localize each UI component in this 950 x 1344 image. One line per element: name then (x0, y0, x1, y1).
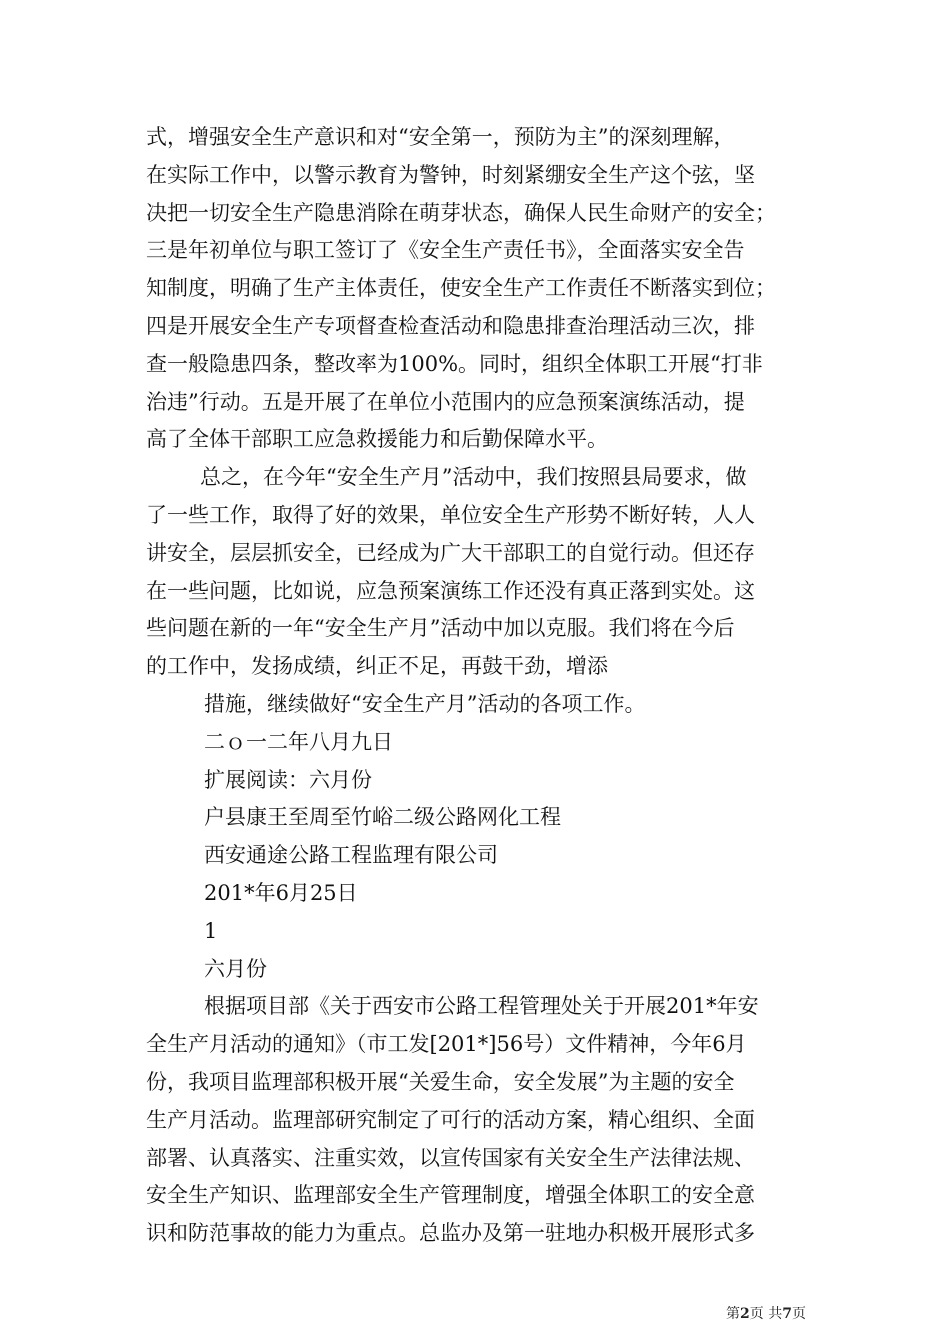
page-footer (640, 1305, 806, 1323)
text-line: 全生产月活动的通知》（市工发[201*]56号）文件精神，今年6月 (146, 1032, 747, 1057)
footer-prefix: 第 (726, 1306, 741, 1322)
current-page-number: 2 (740, 1306, 750, 1322)
report-date: 201*年6月25日 (204, 880, 358, 905)
text-line: 三是年初单位与职工签订了《安全生产责任书》，全面落实安全告 (146, 238, 745, 263)
text-line: 识和防范事故的能力为重点。总监办及第一驻地办积极开展形式多 (146, 1221, 755, 1246)
text-line: 决把一切安全生产隐患消除在萌芽状态，确保人民生命财产的安全； (146, 200, 776, 225)
text-line: 生产月活动。监理部研究制定了可行的活动方案，精心组织、全面 (146, 1107, 755, 1132)
text-line: 知制度，明确了生产主体责任，使安全生产工作责任不断落实到位； (146, 276, 776, 301)
text-line: 的工作中，发扬成绩，纠正不足，再鼓干劲，增添 (146, 654, 608, 679)
text-line: 份，我项目监理部积极开展“关爱生命，安全发展”为主题的安全 (146, 1069, 735, 1094)
text-line: 了一些工作，取得了好的效果，单位安全生产形势不断好转，人人 (146, 502, 755, 527)
text-line: 在一些问题，比如说，应急预案演练工作还没有真正落到实处。这 (146, 578, 755, 603)
footer-suffix: 页 (792, 1306, 806, 1322)
footer-middle: 页 共 (749, 1306, 783, 1322)
text-line: 治违”行动。五是开展了在单位小范围内的应急预案演练活动，提 (146, 389, 745, 414)
text-line: 根据项目部《关于西安市公路工程管理处关于开展201*年安 (204, 994, 759, 1019)
project-name: 户县康王至周至竹峪二级公路网化工程 (204, 805, 561, 830)
text-line: 式，增强安全生产意识和对“安全第一，预防为主”的深刻理解， (146, 125, 735, 149)
text-line: 措施，继续做好“安全生产月”活动的各项工作。 (204, 691, 646, 716)
date-line: 二ｏ一二年八月九日 (204, 729, 393, 754)
text-line: 四是开展安全生产专项督查检查活动和隐患排查治理活动三次，排 (146, 313, 755, 338)
text-line: 总之，在今年“安全生产月”活动中，我们按照县局要求，做 (200, 465, 747, 490)
total-page-number: 7 (782, 1306, 792, 1322)
document-body (146, 119, 826, 1253)
text-line: 部署、认真落实、注重实效，以宣传国家有关安全生产法律法规、 (146, 1145, 755, 1170)
text-line: 高了全体干部职工应急救援能力和后勤保障水平。 (146, 427, 608, 452)
section-number: 1 (204, 918, 218, 943)
text-line: 些问题在新的一年“安全生产月”活动中加以克服。我们将在今后 (146, 616, 735, 641)
text-line: 讲安全，层层抓安全，已经成为广大干部职工的自觉行动。但还存 (146, 540, 755, 565)
text-line: 查一般隐患四条，整改率为100%。同时，组织全体职工开展“打非 (146, 351, 763, 376)
text-line: 在实际工作中，以警示教育为警钟，时刻紧绷安全生产这个弦，坚 (146, 162, 755, 187)
extended-reading-heading: 扩展阅读：六月份 (204, 767, 372, 792)
text-line: 安全生产知识、监理部安全生产管理制度，增强全体职工的安全意 (146, 1183, 755, 1208)
section-title: 六月份 (204, 956, 267, 981)
company-name: 西安通途公路工程监理有限公司 (204, 843, 498, 868)
